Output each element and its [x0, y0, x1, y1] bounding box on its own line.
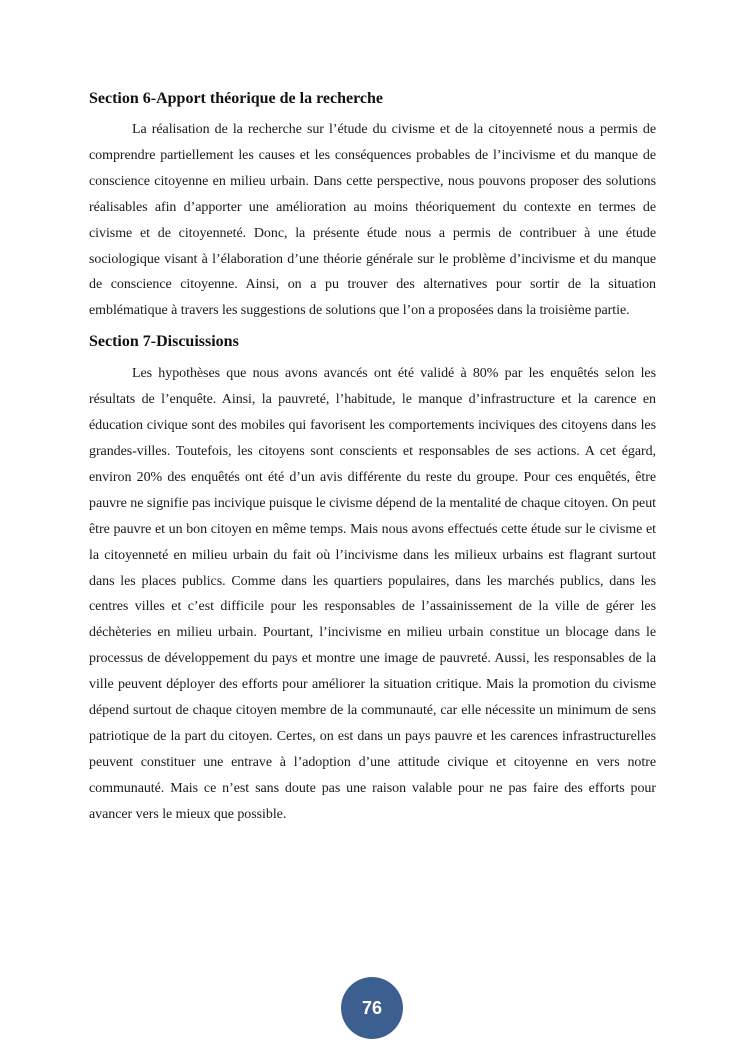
section-6-heading: Section 6-Apport théorique de la recherche: [89, 90, 384, 107]
section-7-heading: Section 7-Discuissions: [89, 333, 239, 351]
page-content: [89, 88, 656, 828]
section-7-paragraph: Les hypothèses que nous avons avancés ont été validé à 80% par les enquêtés selon les résultats de l’enquête. Ainsi, la pauvreté, l’habitude, le manque d’infrastructure et la carence en éducation civique sont des mobiles qui favorisent les comportements inciviques des citoyens dans les grandes-villes. Toutefois, les citoyens sont conscients et responsables de ses actions. A cet égard, environ 20% des enquêtés ont été d’un avis différente du reste du groupe. Pour ces enquêtés, être pauvre ne signifie pas incivique puisque le civisme dépend de la mentalité de chaque citoyen. On peut être pauvre et un bon citoyen en même temps. Mais nous avons effectués cette étude sur le civisme et la citoyenneté en milieu urbain du fait où l’incivisme dans les milieux urbains est flagrant surtout dans les places publics. Comme dans les quartiers populaires, dans les marchés publics, dans les centres villes et c’est difficile pour les responsables de l’assainissement de la ville de gérer les déchèteries en milieu urbain. Pourtant, l’incivisme en milieu urbain constitue un blocage dans le processus de développement du pays et montre une image de pauvreté. Aussi, les responsables de la ville peuvent déployer des efforts pour améliorer la situation critique. Mais la promotion du civisme dépend surtout de chaque citoyen membre de la communauté, car elle nécessite un minimum de sens patriotique de la part du citoyen. Certes, on est dans un pays pauvre et les carences infrastructurelles peuvent constituer une entrave à l’adoption d’une attitude civique et citoyenne en vers notre communauté. Mais ce n’est sans doute pas une raison valable pour ne pas faire des efforts pour avancer vers le mieux que possible.: [89, 366, 656, 822]
page-number: 76: [361, 997, 383, 1018]
section-6-paragraph: La réalisation de la recherche sur l’étude du civisme et de la citoyenneté nous a permis de comprendre partiellement les causes et les conséquences probables de l’incivisme et du manque de conscience citoyenne en milieu urbain. Dans cette perspective, nous pouvons proposer des solutions réalisables afin d’apporter une amélioration au moins théoriquement du contexte en termes de civisme et de citoyenneté. Donc, la présente étude nous a permis de contribuer à une étude sociologique visant à l’élaboration d’une théorie générale sur le problème d’incivisme et du manque de conscience citoyenne. Ainsi, on a pu trouver des alternatives pour sortir de la situation emblématique à travers les suggestions de solutions que l’on a proposées dans la troisième partie.: [89, 122, 656, 319]
page-number-badge: [341, 977, 403, 1039]
